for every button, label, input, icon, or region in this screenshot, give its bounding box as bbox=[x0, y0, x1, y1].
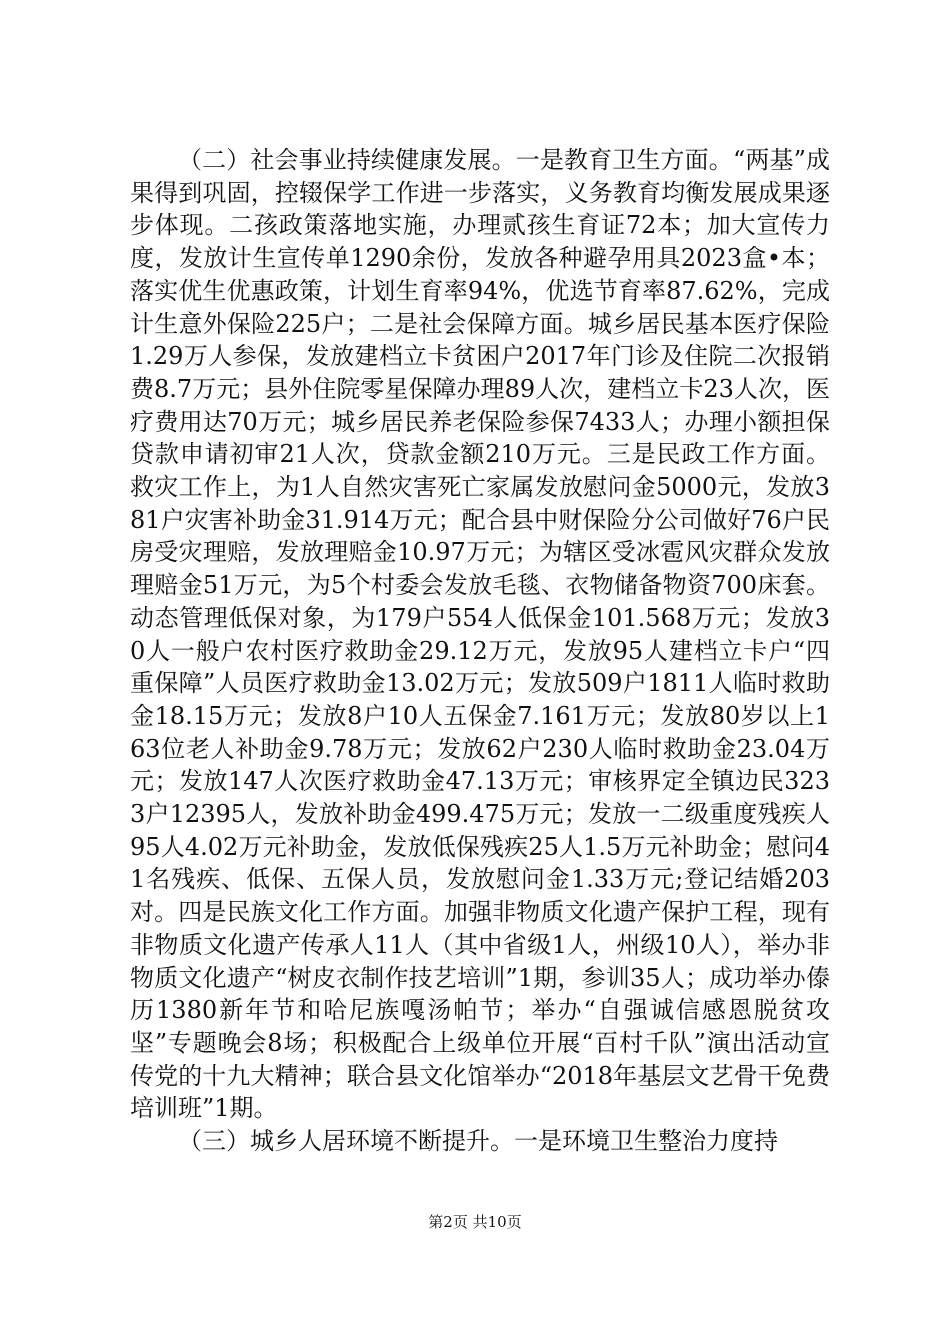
page-number-footer: 第2页 共10页 bbox=[428, 1213, 522, 1231]
paragraph-living-environment: （三）城乡人居环境不断提升。一是环境卫生整治力度持 bbox=[178, 1127, 778, 1156]
paragraph-social-development: （二）社会事业持续健康发展。一是教育卫生方面。“两基”成果得到巩固，控辍保学工作进一步落实，义务教育均衡发展成果逐步体现。二孩政策落地实施，办理贰孩生育证72本；加大宣传力度，发放计生宣传单1290余份，发放各种避孕用具2023盒•本；落实优生优惠政策，计划生育率94%，优选节育率87.62%，完成计生意外保险225户；二是社会保障方面。城乡居民基本医疗保险1.29万人参保，发放建档立卡贫困户2017年门诊及住院二次报销费8.7万元；县外住院零星保障办理89人次，建档立卡23人次，医疗费用达70万元；城乡居民养老保险参保7433人；办理小额担保贷款申请初审21人次，贷款金额210万元。三是民政工作方面。救灾工作上，为1人自然灾害死亡家属发放慰问金5000元，发放381户灾害补助金31.914万元；配合县中财保险分公司做好76户民房受灾理赔，发放理赔金10.97万元；为辖区受冰雹风灾群众发放理赔金51万元，为5个村委会发放毛毯、衣物储备物资700床套。动态管理低保对象，为179户554人低保金101.568万元；发放30人一般户农村医疗救助金29.12万元，发放95人建档立卡户“四重保障”人员医疗救助金13.02万元；发放509户1811人临时救助金18.15万元；发放8户10人五保金7.161万元；发放80岁以上163位老人补助金9.78万元；发放62户230人临时救助金23.04万元；发放147人次医疗救助金47.13万元；审核界定全镇边民3233户12395人，发放补助金499.475万元；发放一二级重度残疾人95人4.02万元补助金，发放低保残疾25人1.5万元补助金；慰问41名残疾、低保、五保人员，发放慰问金1.33万元;登记结婚203对。四是民族文化工作方面。加强非物质文化遗产保护工程，现有非物质文化遗产传承人11人（其中省级1人，州级10人），举办非物质文化遗产“树皮衣制作技艺培训”1期，参训35人；成功举办傣历1380新年节和哈尼族嘎汤帕节；举办“自强诚信感恩脱贫攻坚”专题晚会8场；积极配合上级单位开展“百村千队”演出活动宣传党的十九大精神；联合县文化馆举办“2018年基层文艺骨干免费培训班”1期。 bbox=[130, 146, 830, 1123]
document-body bbox=[130, 144, 830, 1158]
